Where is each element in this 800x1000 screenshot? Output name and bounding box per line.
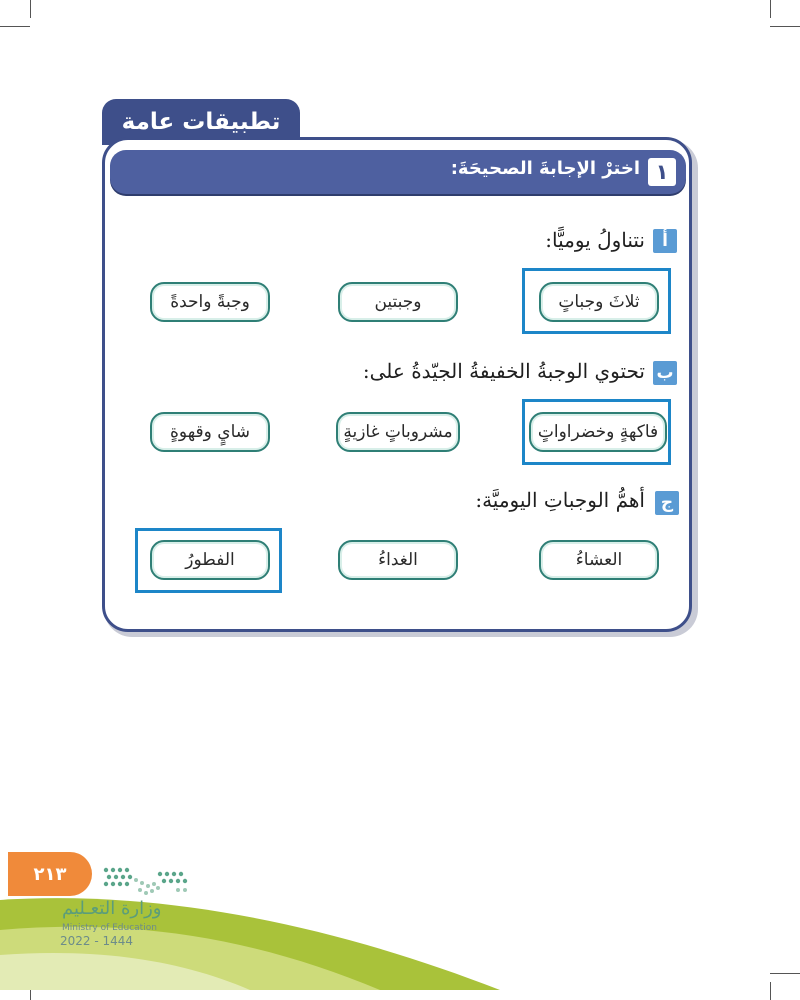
answer-option[interactable]: ثلاثَ وجباتٍ: [539, 282, 659, 322]
answer-option[interactable]: وجبةً واحدةً: [150, 282, 270, 322]
section-title: تطبيقات عامة: [121, 109, 281, 135]
crop-mark: [0, 26, 30, 27]
crop-mark: [770, 982, 771, 1000]
part-stem: أهمُّ الوجباتِ اليوميَّة:: [475, 488, 645, 512]
part-stem: نتناولُ يوميًّا:: [545, 228, 645, 252]
edition-year: 2022 - 1444: [60, 934, 134, 948]
part-letter-badge: ب: [653, 361, 677, 385]
answer-option[interactable]: شايٍ وقهوةٍ: [150, 412, 270, 452]
crop-mark: [770, 26, 800, 27]
ministry-name-en: Ministry of Education: [62, 923, 157, 933]
part-letter-badge: ج: [655, 491, 679, 515]
page-number: ٢١٣: [8, 852, 92, 896]
answer-option[interactable]: الفطورُ: [150, 540, 270, 580]
crop-mark: [770, 0, 771, 18]
part-stem: تحتوي الوجبةُ الخفيفةُ الجيّدةُ على:: [362, 359, 645, 383]
answer-option[interactable]: فاكهةٍ وخضراواتٍ: [529, 412, 667, 452]
crop-mark: [770, 973, 800, 974]
question-instruction: اخترْ الإجابةَ الصحيحَةَ:: [450, 158, 640, 179]
answer-option[interactable]: الغداءُ: [338, 540, 458, 580]
ministry-name-ar: وزارة التعـليم: [62, 898, 162, 919]
question-number: ١: [648, 158, 676, 186]
answer-option[interactable]: العشاءُ: [539, 540, 659, 580]
ministry-logo-icon: [100, 866, 192, 898]
answer-option[interactable]: وجبتين: [338, 282, 458, 322]
crop-mark: [30, 0, 31, 18]
answer-option[interactable]: مشروباتٍ غازيةٍ: [336, 412, 460, 452]
part-letter-badge: أ: [653, 229, 677, 253]
